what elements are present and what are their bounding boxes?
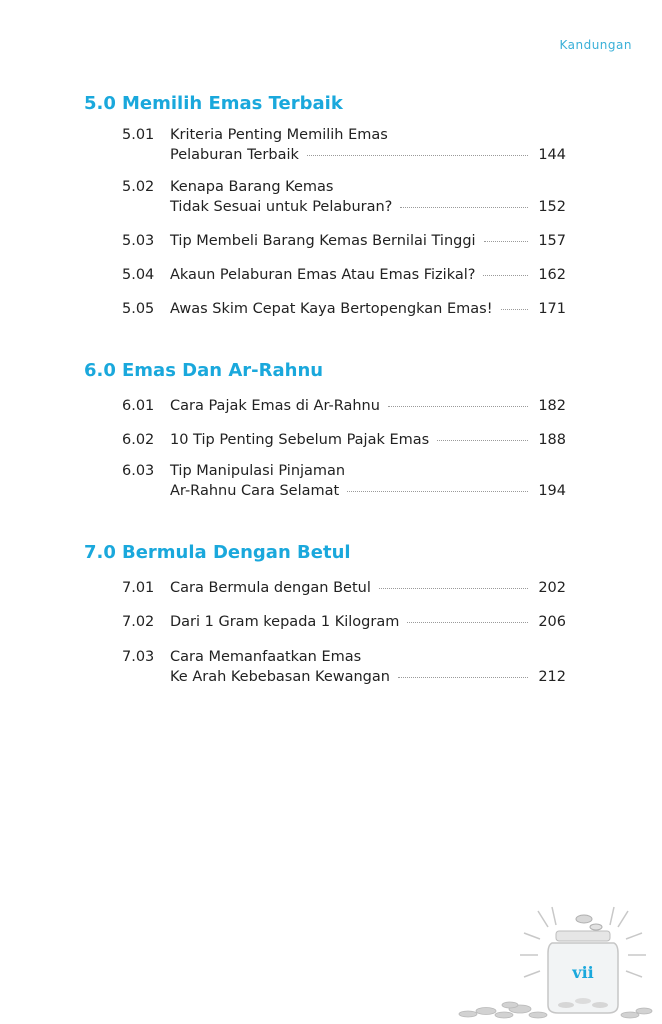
dot-leader <box>400 207 528 208</box>
entry-number: 5.04 <box>122 267 155 283</box>
entry-title: Ar-Rahnu Cara Selamat <box>170 483 340 499</box>
page-number: 202 <box>538 580 566 596</box>
page-number: 152 <box>538 199 566 215</box>
coin-jar-footer <box>448 905 658 1024</box>
entry-title: Pelaburan Terbaik <box>170 147 299 163</box>
page-number: 212 <box>538 669 566 685</box>
entry-number: 5.03 <box>122 233 155 249</box>
dot-leader <box>483 275 528 276</box>
section-number: 5.0 <box>84 93 116 114</box>
page-number: 182 <box>538 398 566 414</box>
entry-title: Tip Membeli Barang Kemas Bernilai Tinggi <box>170 233 476 249</box>
section-title <box>84 92 566 116</box>
section-number: 7.0 <box>84 542 116 563</box>
dot-leader <box>484 241 528 242</box>
entry-number: 6.01 <box>122 398 155 414</box>
entry-title-line1: Kriteria Penting Memilih Emas <box>170 127 388 143</box>
section-title-text: Emas Dan Ar-Rahnu <box>122 360 324 381</box>
toc-entry-5-05[interactable] <box>122 299 566 319</box>
entry-number: 6.03 <box>122 463 155 479</box>
toc-entry-6-01[interactable] <box>122 396 566 416</box>
page-number: 188 <box>538 432 566 448</box>
toc-entry-5-02[interactable] <box>122 177 566 217</box>
toc-entry-6-02[interactable] <box>122 430 566 450</box>
toc-entry-5-04[interactable] <box>122 265 566 285</box>
dot-leader <box>407 622 528 623</box>
entry-title: 10 Tip Penting Sebelum Pajak Emas <box>170 432 430 448</box>
running-head: Kandungan <box>559 38 632 52</box>
entry-number: 5.02 <box>122 179 155 195</box>
page-number: 144 <box>538 147 566 163</box>
entry-number: 5.01 <box>122 127 155 143</box>
entry-title: Cara Pajak Emas di Ar-Rahnu <box>170 398 380 414</box>
toc-entry-6-03[interactable] <box>122 461 566 501</box>
dot-leader <box>398 677 528 678</box>
toc-section-6 <box>84 359 566 499</box>
entry-number: 6.02 <box>122 432 155 448</box>
coin-jar-icon <box>448 905 658 1020</box>
page-number: 206 <box>538 614 566 630</box>
dot-leader <box>347 491 528 492</box>
page-number: 157 <box>538 233 566 249</box>
entry-title: Ke Arah Kebebasan Kewangan <box>170 669 390 685</box>
section-number: 6.0 <box>84 360 116 381</box>
toc-entry-7-02[interactable] <box>122 612 566 632</box>
entry-title: Tidak Sesuai untuk Pelaburan? <box>170 199 393 215</box>
entry-number: 7.02 <box>122 614 155 630</box>
entry-title: Awas Skim Cepat Kaya Bertopengkan Emas! <box>170 301 493 317</box>
entry-title: Cara Bermula dengan Betul <box>170 580 371 596</box>
entry-number: 7.01 <box>122 580 155 596</box>
page-number: 171 <box>538 301 566 317</box>
page-number: 194 <box>538 483 566 499</box>
entry-title-line1: Cara Memanfaatkan Emas <box>170 649 362 665</box>
section-title-text: Memilih Emas Terbaik <box>122 93 343 114</box>
dot-leader <box>388 406 528 407</box>
toc-entry-7-03[interactable] <box>122 647 566 687</box>
dot-leader <box>379 588 528 589</box>
entry-title-line1: Tip Manipulasi Pinjaman <box>170 463 346 479</box>
entry-title: Dari 1 Gram kepada 1 Kilogram <box>170 614 400 630</box>
entry-number: 7.03 <box>122 649 155 665</box>
dot-leader <box>437 440 528 441</box>
entry-title-line1: Kenapa Barang Kemas <box>170 179 334 195</box>
toc-section-5 <box>84 92 566 317</box>
dot-leader <box>501 309 528 310</box>
toc-entry-7-01[interactable] <box>122 578 566 598</box>
dot-leader <box>307 155 528 156</box>
section-title-text: Bermula Dengan Betul <box>122 542 351 563</box>
toc-entry-5-01[interactable] <box>122 125 566 165</box>
section-title <box>84 541 566 565</box>
section-title <box>84 359 566 383</box>
toc-section-7 <box>84 541 566 685</box>
toc-entry-5-03[interactable] <box>122 231 566 251</box>
page-number: 162 <box>538 267 566 283</box>
page-number-footer: vii <box>572 963 594 982</box>
entry-number: 5.05 <box>122 301 155 317</box>
entry-title: Akaun Pelaburan Emas Atau Emas Fizikal? <box>170 267 476 283</box>
